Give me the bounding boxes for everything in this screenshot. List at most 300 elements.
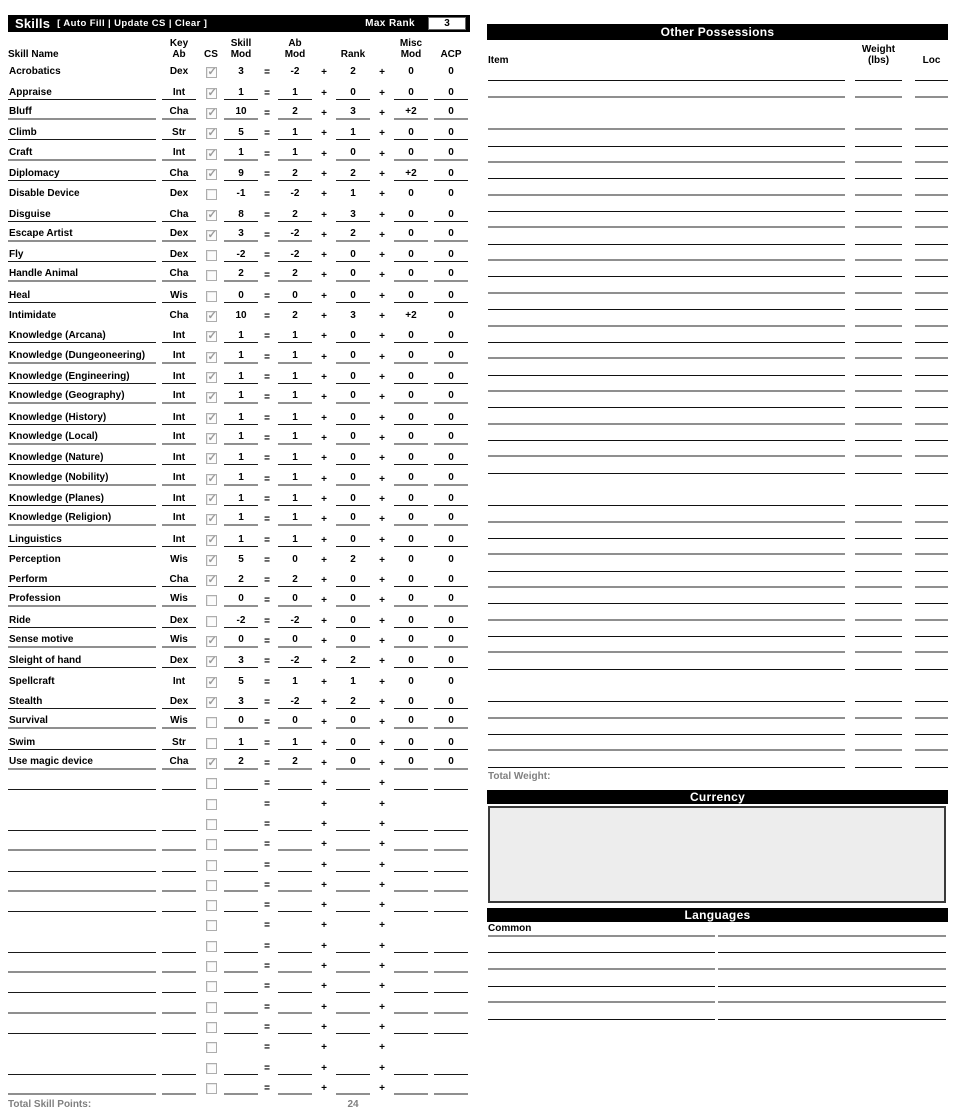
key-ability-field-value[interactable] [162,830,196,831]
weight-field[interactable] [855,767,902,768]
key-ability-field[interactable] [158,446,200,466]
key-ability-field[interactable] [158,710,200,730]
misc-mod-field[interactable] [390,162,432,182]
key-ability-field[interactable] [158,182,200,202]
ability-mod-field-value[interactable]: -2 [278,614,312,628]
skill-mod-field-value[interactable] [224,890,258,892]
loc-field[interactable] [915,375,948,376]
weight-field[interactable] [855,473,902,474]
ability-mod-field[interactable] [274,243,316,263]
ability-mod-field-value[interactable]: 2 [278,208,312,222]
ability-mod-field-value[interactable]: 1 [278,349,312,364]
key-ability-field[interactable] [158,101,200,121]
skill-mod-field-value[interactable]: 2 [224,755,258,770]
acp-field[interactable] [432,893,470,913]
skill-name-field-value[interactable] [8,1033,156,1034]
key-ability-field[interactable] [158,263,200,283]
acp-field-value[interactable]: 0 [448,310,454,322]
loc-field[interactable] [915,276,948,277]
skill-mod-field[interactable] [222,832,260,852]
ability-mod-field[interactable] [274,446,316,466]
ability-mod-field-value[interactable] [278,1074,312,1075]
rank-field-value[interactable]: 3 [350,310,356,322]
loc-field[interactable] [915,342,948,343]
key-ability-field[interactable] [158,324,200,344]
misc-mod-field[interactable] [390,426,432,446]
loc-field[interactable] [915,423,948,425]
skill-mod-field-value[interactable]: 3 [238,66,244,78]
rank-field[interactable] [332,466,374,486]
misc-mod-field[interactable] [390,933,432,953]
skill-name-field[interactable] [8,487,158,507]
misc-mod-field[interactable] [390,588,432,608]
acp-field-value[interactable]: 0 [434,389,468,404]
rank-field[interactable] [332,182,374,202]
rank-field[interactable] [332,649,374,669]
key-ability-field[interactable] [158,223,200,243]
rank-field-value[interactable]: 0 [336,633,370,648]
key-ability-field-value[interactable]: Cha [162,755,196,770]
acp-field[interactable] [432,791,470,811]
misc-mod-field[interactable] [390,243,432,263]
rank-field[interactable] [332,507,374,527]
rank-field-value[interactable]: 0 [336,533,370,547]
misc-mod-field[interactable] [390,405,432,425]
rank-field[interactable] [332,283,374,303]
ability-mod-field-value[interactable] [278,849,312,851]
misc-mod-field[interactable] [390,1076,432,1096]
class-skill-checkbox[interactable] [206,616,217,627]
item-field[interactable] [488,390,845,392]
acp-field[interactable] [432,243,470,263]
rank-field[interactable] [332,832,374,852]
skill-name-field-value[interactable]: Ride [8,614,156,628]
acp-field[interactable] [432,954,470,974]
ability-mod-field[interactable] [274,182,316,202]
acp-field-value[interactable]: 0 [434,329,468,343]
ability-mod-field-value[interactable]: 2 [278,267,312,282]
class-skill-checkbox[interactable] [206,331,217,342]
item-field[interactable] [488,636,845,637]
acp-field[interactable] [432,446,470,466]
weight-field[interactable] [855,226,902,228]
misc-mod-field-value[interactable]: 0 [394,349,428,364]
key-ability-field[interactable] [158,141,200,161]
ability-mod-field-value[interactable]: 1 [278,329,312,343]
rank-field[interactable] [332,852,374,872]
rank-field[interactable] [332,263,374,283]
rank-field[interactable] [332,873,374,893]
class-skill-checkbox[interactable] [206,494,217,505]
acp-field-value[interactable] [434,1053,468,1054]
key-ability-field-value[interactable] [162,1053,196,1054]
acp-field[interactable] [432,507,470,527]
item-field[interactable] [488,749,845,751]
weight-field[interactable] [855,669,902,670]
ability-mod-field[interactable] [274,548,316,568]
rank-field[interactable] [332,202,374,222]
acp-field[interactable] [432,162,470,182]
key-ability-field-value[interactable]: Int [162,389,196,404]
loc-field[interactable] [915,292,948,294]
skill-mod-field-value[interactable]: 2 [224,267,258,282]
key-ability-field-value[interactable]: Wis [162,592,196,607]
loc-field[interactable] [915,194,948,196]
skill-mod-field-value[interactable] [224,1053,258,1054]
skill-mod-field[interactable] [222,1055,260,1075]
skill-mod-field-value[interactable]: 1 [224,86,258,100]
rank-field-value[interactable]: 0 [336,492,370,506]
ability-mod-field-value[interactable]: -2 [278,248,312,262]
key-ability-field-value[interactable]: Int [162,329,196,343]
loc-field[interactable] [915,259,948,261]
misc-mod-field-value[interactable]: +2 [405,310,417,322]
misc-mod-field[interactable] [390,994,432,1014]
item-field[interactable] [488,96,845,98]
rank-field[interactable] [332,974,374,994]
rank-field-value[interactable]: 3 [336,105,370,120]
key-ability-field-value[interactable]: Cha [162,105,196,120]
loc-field[interactable] [915,767,948,768]
item-field[interactable] [488,473,845,474]
item-field[interactable] [488,521,845,523]
skill-name-field-value[interactable] [8,992,156,993]
acp-field-value[interactable]: 0 [434,167,468,181]
rank-field-value[interactable] [336,849,370,851]
key-ability-field-value[interactable]: Int [162,492,196,506]
loc-field[interactable] [915,113,948,114]
skill-mod-field[interactable] [222,405,260,425]
misc-mod-field-value[interactable] [394,931,428,932]
rank-field[interactable] [332,893,374,913]
key-ability-field[interactable] [158,80,200,100]
language-field[interactable] [488,968,715,970]
acp-field-value[interactable]: 0 [434,654,468,668]
ability-mod-field[interactable] [274,527,316,547]
rank-field[interactable] [332,629,374,649]
ability-mod-field[interactable] [274,507,316,527]
class-skill-checkbox[interactable] [206,697,217,708]
rank-field-value[interactable]: 0 [336,430,370,445]
skill-mod-field-value[interactable]: 10 [235,310,247,322]
misc-mod-field-value[interactable]: 0 [394,736,428,750]
rank-field[interactable] [332,223,374,243]
class-skill-checkbox[interactable] [206,291,217,302]
rank-field-value[interactable]: 0 [336,329,370,343]
class-skill-checkbox[interactable] [206,819,217,830]
acp-field[interactable] [432,202,470,222]
misc-mod-field[interactable] [390,893,432,913]
ability-mod-field[interactable] [274,629,316,649]
item-field[interactable] [488,538,845,539]
ability-mod-field[interactable] [274,60,316,80]
ability-mod-field[interactable] [274,263,316,283]
skill-name-field[interactable] [8,426,158,446]
weight-field[interactable] [855,734,902,735]
ability-mod-field[interactable] [274,730,316,750]
class-skill-checkbox[interactable] [206,758,217,769]
loc-field[interactable] [915,701,948,702]
skill-name-field[interactable] [8,263,158,283]
skill-mod-field[interactable] [222,771,260,791]
misc-mod-field[interactable] [390,812,432,832]
key-ability-field-value[interactable] [162,789,196,790]
rank-field-value[interactable] [336,952,370,953]
skill-name-field-value[interactable]: Knowledge (Arcana) [8,329,156,343]
skill-mod-field-value[interactable] [224,971,258,973]
rank-field-value[interactable]: 0 [336,592,370,607]
skill-mod-field[interactable] [222,913,260,933]
misc-mod-field[interactable] [390,791,432,811]
ability-mod-field-value[interactable] [278,890,312,892]
class-skill-checkbox[interactable] [206,595,217,606]
misc-mod-field[interactable] [390,527,432,547]
key-ability-field-value[interactable]: Wis [162,633,196,648]
misc-mod-field-value[interactable]: 0 [394,146,428,161]
misc-mod-field-value[interactable] [394,830,428,831]
skill-name-field-value[interactable]: Escape Artist [8,227,156,242]
key-ability-field[interactable] [158,304,200,324]
rank-field[interactable] [332,751,374,771]
rank-field-value[interactable]: 3 [336,208,370,222]
skill-mod-field-value[interactable] [224,810,258,811]
misc-mod-field-value[interactable]: 0 [394,208,428,222]
ability-mod-field[interactable] [274,933,316,953]
ability-mod-field-value[interactable] [278,1033,312,1034]
misc-mod-field-value[interactable]: 0 [408,188,414,200]
rank-field-value[interactable] [336,931,370,932]
misc-mod-field[interactable] [390,283,432,303]
rank-field-value[interactable]: 2 [336,695,370,709]
skill-mod-field[interactable] [222,812,260,832]
key-ability-field-value[interactable]: Cha [162,208,196,222]
skill-name-field[interactable] [8,873,158,893]
loc-field[interactable] [915,244,948,245]
rank-field-value[interactable]: 0 [336,267,370,282]
key-ability-field[interactable] [158,608,200,628]
rank-field[interactable] [332,548,374,568]
key-ability-field-value[interactable]: Str [162,126,196,140]
acp-field-value[interactable] [434,1033,468,1034]
class-skill-checkbox[interactable] [206,717,217,728]
skill-name-field[interactable] [8,141,158,161]
weight-field[interactable] [855,194,902,196]
acp-field-value[interactable]: 0 [434,451,468,465]
acp-field[interactable] [432,1015,470,1035]
misc-mod-field[interactable] [390,1015,432,1035]
key-ability-field[interactable] [158,873,200,893]
skill-mod-field[interactable] [222,994,260,1014]
ability-mod-field[interactable] [274,669,316,689]
loc-field[interactable] [915,146,948,147]
ability-mod-field-value[interactable] [278,952,312,953]
skill-name-field[interactable] [8,385,158,405]
weight-field[interactable] [855,113,902,114]
acp-field-value[interactable]: 0 [434,573,468,587]
language-field[interactable] [488,1019,715,1020]
misc-mod-field-value[interactable] [394,1093,428,1095]
max-rank-input[interactable]: 3 [428,17,466,30]
skill-mod-field-value[interactable]: 1 [224,533,258,547]
ability-mod-field-value[interactable]: 1 [278,370,312,384]
ability-mod-field-value[interactable]: 1 [278,533,312,547]
skill-name-field[interactable] [8,669,158,689]
rank-field[interactable] [332,730,374,750]
loc-field[interactable] [915,669,948,670]
skill-mod-field[interactable] [222,324,260,344]
rank-field[interactable] [332,1015,374,1035]
key-ability-field-value[interactable] [162,931,196,932]
rank-field[interactable] [332,791,374,811]
ability-mod-field-value[interactable]: 1 [278,492,312,506]
key-ability-field-value[interactable]: Str [162,736,196,750]
misc-mod-field-value[interactable]: 0 [394,633,428,648]
loc-field[interactable] [915,455,948,457]
language-field[interactable] [488,952,715,953]
misc-mod-field[interactable] [390,487,432,507]
acp-field-value[interactable]: 0 [434,411,468,425]
skill-name-field-value[interactable]: Survival [8,714,156,729]
misc-mod-field[interactable] [390,202,432,222]
key-ability-field[interactable] [158,1076,200,1096]
skill-mod-field[interactable] [222,466,260,486]
rank-field-value[interactable] [336,830,370,831]
acp-field-value[interactable]: 0 [434,755,468,770]
skill-name-field[interactable] [8,466,158,486]
loc-field[interactable] [915,586,948,588]
class-skill-checkbox[interactable] [206,535,217,546]
class-skill-checkbox[interactable] [206,656,217,667]
class-skill-checkbox[interactable] [206,738,217,749]
key-ability-field[interactable] [158,913,200,933]
ability-mod-field[interactable] [274,771,316,791]
misc-mod-field-value[interactable]: 0 [394,492,428,506]
class-skill-checkbox[interactable] [206,555,217,566]
acp-field-value[interactable]: 0 [434,492,468,506]
rank-field[interactable] [332,446,374,466]
item-field[interactable] [488,226,845,228]
class-skill-checkbox[interactable] [206,392,217,403]
ability-mod-field[interactable] [274,365,316,385]
ability-mod-field[interactable] [274,751,316,771]
skill-mod-field[interactable] [222,365,260,385]
key-ability-field[interactable] [158,426,200,446]
ability-mod-field[interactable] [274,1055,316,1075]
skill-name-field-value[interactable]: Profession [8,592,156,607]
key-ability-field[interactable] [158,690,200,710]
weight-field[interactable] [855,455,902,457]
item-field[interactable] [488,701,845,702]
weight-field[interactable] [855,553,902,555]
skill-mod-field[interactable] [222,974,260,994]
key-ability-field-value[interactable]: Cha [162,573,196,587]
misc-mod-field[interactable] [390,548,432,568]
key-ability-field[interactable] [158,283,200,303]
misc-mod-field-value[interactable]: 0 [394,654,428,668]
skill-name-field-value[interactable]: Perform [8,573,156,587]
skill-mod-field-value[interactable] [224,952,258,953]
class-skill-checkbox[interactable] [206,900,217,911]
rank-field-value[interactable]: 2 [350,66,356,78]
class-skill-checkbox[interactable] [206,920,217,931]
ability-mod-field-value[interactable]: 1 [278,86,312,100]
skill-mod-field-value[interactable]: 0 [224,289,258,303]
misc-mod-field[interactable] [390,182,432,202]
key-ability-field-value[interactable] [162,1012,196,1014]
rank-field[interactable] [332,243,374,263]
ability-mod-field-value[interactable] [278,810,312,811]
acp-field-value[interactable]: 0 [434,289,468,303]
skill-name-field[interactable] [8,283,158,303]
rank-field-value[interactable] [336,871,370,872]
rank-field-value[interactable] [336,1053,370,1054]
key-ability-field[interactable] [158,812,200,832]
language-field[interactable] [718,1001,946,1003]
misc-mod-field-value[interactable]: 0 [394,573,428,587]
skill-mod-field-value[interactable]: 0 [224,714,258,729]
rank-field-value[interactable]: 2 [336,167,370,181]
acp-field-value[interactable]: 0 [434,430,468,445]
misc-mod-field[interactable] [390,223,432,243]
acp-field[interactable] [432,873,470,893]
skill-mod-field-value[interactable]: 1 [224,349,258,364]
skill-name-field[interactable] [8,405,158,425]
key-ability-field[interactable] [158,243,200,263]
key-ability-field[interactable] [158,121,200,141]
acp-field-value[interactable] [434,810,468,811]
item-field[interactable] [488,603,845,604]
ability-mod-field[interactable] [274,162,316,182]
skill-mod-field-value[interactable] [224,1033,258,1034]
misc-mod-field[interactable] [390,771,432,791]
rank-field-value[interactable]: 0 [336,86,370,100]
loc-field[interactable] [915,521,948,523]
rank-field-value[interactable] [336,1033,370,1034]
skill-name-field[interactable] [8,812,158,832]
rank-field[interactable] [332,1055,374,1075]
ability-mod-field[interactable] [274,1015,316,1035]
skill-mod-field-value[interactable]: 0 [224,592,258,607]
class-skill-checkbox[interactable] [206,433,217,444]
class-skill-checkbox[interactable] [206,636,217,647]
skill-name-field-value[interactable]: Disguise [8,208,156,222]
acp-field-value[interactable]: 0 [448,66,454,78]
class-skill-checkbox[interactable] [206,189,217,200]
skill-name-field[interactable] [8,933,158,953]
weight-field[interactable] [855,276,902,277]
item-field[interactable] [488,244,845,245]
skill-mod-field-value[interactable] [224,911,258,912]
misc-mod-field[interactable] [390,730,432,750]
misc-mod-field-value[interactable]: 0 [394,267,428,282]
key-ability-field-value[interactable]: Dex [162,614,196,628]
skill-name-field[interactable] [8,101,158,121]
rank-field-value[interactable]: 0 [336,370,370,384]
item-field[interactable] [488,734,845,735]
misc-mod-field-value[interactable]: 0 [394,451,428,465]
acp-field[interactable] [432,1055,470,1075]
misc-mod-field-value[interactable]: 0 [394,755,428,770]
ability-mod-field[interactable] [274,304,316,324]
rank-field-value[interactable]: 0 [336,471,370,486]
ability-mod-field[interactable] [274,568,316,588]
ability-mod-field-value[interactable]: 0 [278,633,312,648]
skill-mod-field-value[interactable]: 3 [224,227,258,242]
misc-mod-field-value[interactable]: +2 [394,167,428,181]
item-field[interactable] [488,651,845,653]
ability-mod-field[interactable] [274,1035,316,1055]
skill-mod-field-value[interactable]: 1 [224,329,258,343]
